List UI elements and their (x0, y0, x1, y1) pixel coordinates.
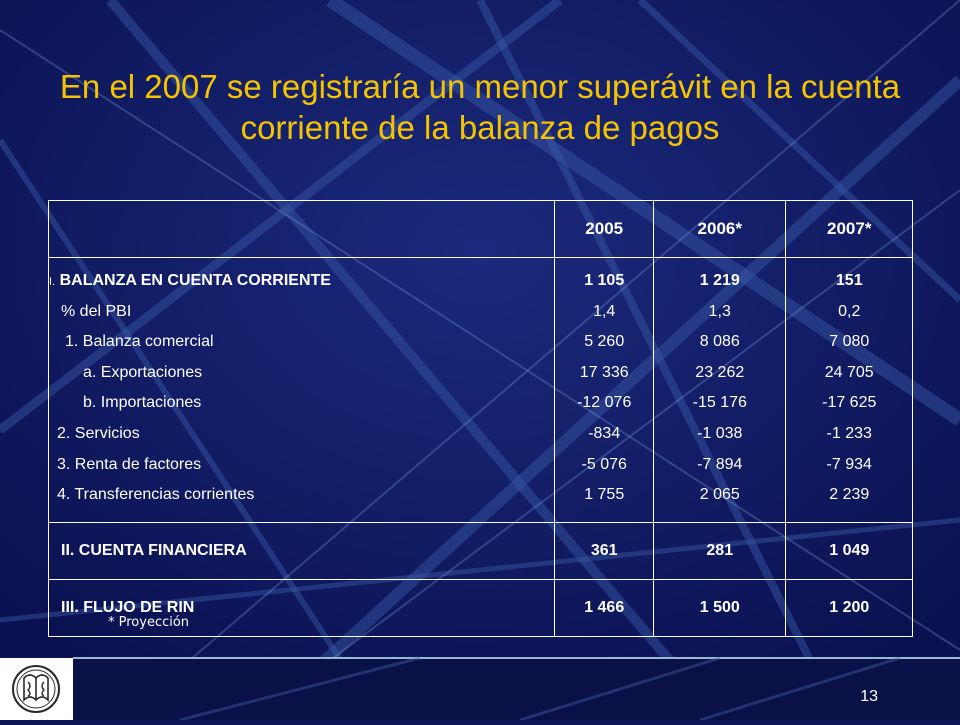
header-year-2005: 2005 (555, 201, 654, 258)
table-row-financial-account (49, 523, 913, 580)
row-label: 2. Servicios (57, 424, 140, 442)
value-cell: 361 (555, 523, 654, 580)
page-number: 13 (860, 688, 878, 705)
row-label: 4. Transferencias corrientes (57, 486, 255, 504)
table-header-row (49, 201, 913, 258)
row-label: II. CUENTA FINANCIERA (49, 523, 555, 580)
value-cell: -17 625 (822, 394, 877, 412)
row-label: a. Exportaciones (83, 363, 203, 381)
value-cell: 0,2 (838, 302, 861, 320)
header-year-2006: 2006* (654, 201, 786, 258)
row-label: 1. Balanza comercial (65, 333, 214, 351)
value-cell: 5 260 (584, 333, 625, 351)
value-cell: 1 049 (786, 523, 913, 580)
value-cell: 1,4 (593, 302, 616, 320)
header-corner-cell (49, 201, 555, 258)
values-2005-cell (555, 258, 654, 523)
values-2006-cell (654, 258, 786, 523)
value-cell: 1 755 (584, 486, 625, 504)
bcrp-seal-logo-icon (0, 658, 73, 720)
value-cell: -5 076 (581, 455, 627, 473)
value-cell: 151 (835, 272, 863, 289)
value-cell: 1,3 (708, 302, 731, 320)
value-cell: 2 065 (699, 486, 740, 504)
value-cell: 23 262 (695, 363, 745, 381)
value-cell: -15 176 (692, 394, 747, 412)
value-cell: -7 934 (826, 455, 872, 473)
row-labels-cell (49, 258, 555, 523)
value-cell: 1 466 (555, 580, 654, 637)
value-cell: 24 705 (824, 363, 874, 381)
row-label: III. FLUJO DE RIN (49, 580, 555, 637)
slide-title: En el 2007 se registraría un menor superávit en la cuenta corriente de la balanza de pagos (59, 68, 901, 146)
value-cell: 7 080 (829, 333, 870, 351)
section-title (49, 266, 554, 297)
value-cell: -7 894 (697, 455, 743, 473)
current-account-block (49, 258, 913, 523)
value-cell: -1 233 (826, 424, 872, 442)
value-cell: 2 239 (829, 486, 870, 504)
values-2007-cell (786, 258, 913, 523)
value-cell: -1 038 (697, 424, 743, 442)
value-cell: 17 336 (579, 363, 629, 381)
value-cell: 1 219 (699, 272, 740, 289)
value-cell: 1 200 (786, 580, 913, 637)
value-cell: -12 076 (577, 394, 632, 412)
row-label: 3. Renta de factores (57, 455, 202, 473)
value-cell: 8 086 (699, 333, 740, 351)
value-cell: -834 (588, 424, 621, 442)
projection-footnote: * Proyección (108, 615, 190, 630)
value-cell: 281 (654, 523, 786, 580)
value-cell: 1 500 (654, 580, 786, 637)
value-cell: 1 105 (584, 272, 625, 289)
balance-of-payments-table (48, 200, 913, 637)
section-title-text: BALANZA EN CUENTA CORRIENTE (59, 272, 331, 289)
section-roman: I. (49, 276, 56, 288)
row-label: b. Importaciones (83, 394, 202, 412)
header-year-2007: 2007* (786, 201, 913, 258)
row-label: % del PBI (61, 302, 132, 320)
